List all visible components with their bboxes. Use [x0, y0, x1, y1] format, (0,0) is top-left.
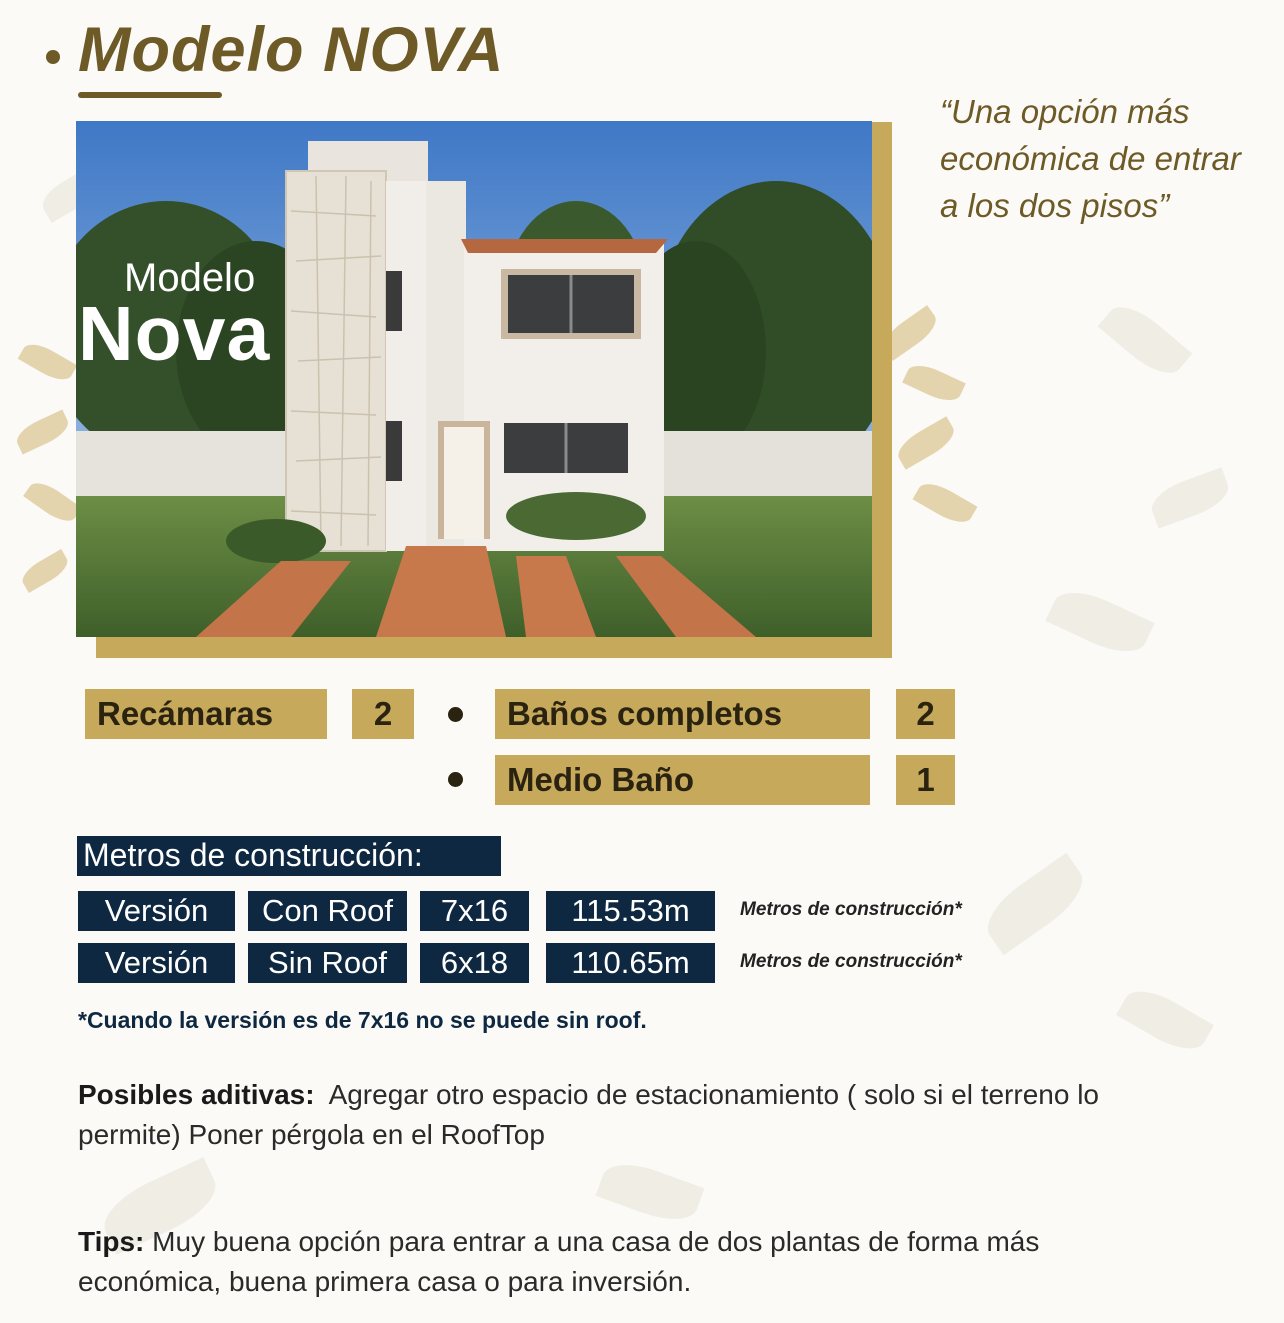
build-meters-note-2: Metros de construcción* — [740, 951, 962, 972]
version-label-1: Versión — [78, 891, 235, 931]
photo-label-model: Modelo — [124, 256, 256, 300]
house-photo — [76, 121, 872, 637]
model-quote: “Una opción más económica de entrar a los dos pisos” — [940, 93, 1241, 224]
photo-label-nova: Nova — [78, 291, 271, 377]
title-bullet — [46, 50, 60, 64]
lot-size-1: 7x16 — [420, 891, 529, 931]
bedrooms-value: 2 — [352, 689, 414, 739]
construction-footnote: *Cuando la versión es de 7x16 no se puede sin roof. — [78, 1007, 647, 1033]
roof-option-2: Sin Roof — [248, 943, 407, 983]
bullet-half-bath — [448, 772, 463, 787]
aditivas-label: Posibles aditivas: — [78, 1079, 315, 1110]
full-baths-label: Baños completos — [495, 689, 870, 739]
bullet-baths — [448, 707, 463, 722]
page-title: Modelo NOVA — [78, 15, 505, 85]
build-meters-note-1: Metros de construcción* — [740, 899, 962, 920]
build-meters-2: 110.65m — [546, 943, 715, 983]
tips-paragraph — [78, 1222, 1188, 1302]
aditivas-text: Agregar otro espacio de estacionamiento ( solo si el terreno lo permite) Poner pérgola en el RoofTop — [78, 1079, 1099, 1150]
roof-option-1: Con Roof — [248, 891, 407, 931]
tips-label: Tips: — [78, 1226, 145, 1257]
version-label-2: Versión — [78, 943, 235, 983]
lot-size-2: 6x18 — [420, 943, 529, 983]
construction-heading: Metros de construcción: — [77, 836, 501, 876]
title-underline — [78, 92, 222, 98]
bedrooms-label: Recámaras — [85, 689, 327, 739]
build-meters-1: 115.53m — [546, 891, 715, 931]
half-bath-value: 1 — [896, 755, 955, 805]
aditivas-paragraph — [78, 1075, 1188, 1155]
tips-text: Muy buena opción para entrar a una casa de dos plantas de forma más económica, buena primera casa o para inversión. — [78, 1226, 1040, 1297]
half-bath-label: Medio Baño — [495, 755, 870, 805]
full-baths-value: 2 — [896, 689, 955, 739]
